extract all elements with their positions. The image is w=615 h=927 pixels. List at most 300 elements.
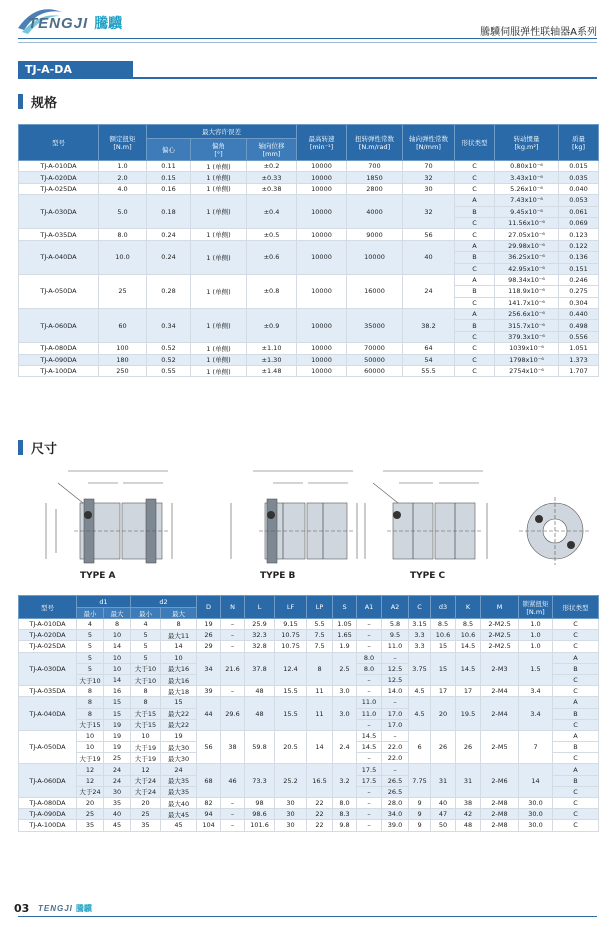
mass-cell: 0.136 (559, 252, 599, 263)
K-cell: 26 (456, 730, 481, 764)
axial-cell: ±0.2 (247, 161, 297, 172)
shape-cell: C (553, 809, 599, 820)
mass-cell: 0.015 (559, 161, 599, 172)
M-cell: 2-M3 (481, 652, 519, 686)
A2-cell: 5.8 (382, 619, 409, 630)
mass-cell: 1.373 (559, 354, 599, 365)
D-cell: 39 (197, 686, 221, 697)
K-cell: 19.5 (456, 697, 481, 731)
axial-cell: ±1.48 (247, 366, 297, 377)
shape-cell: A (455, 195, 495, 206)
shape-cell: C (553, 786, 599, 797)
S-cell: 1.05 (333, 619, 357, 630)
A2-cell: – (382, 697, 409, 708)
K-cell: 14.5 (456, 641, 481, 652)
angle-cell: 1 (单侧) (191, 274, 247, 308)
LP-cell: 14 (307, 730, 333, 764)
d2-max-cell: 24 (161, 764, 197, 775)
screw-icon (84, 511, 92, 519)
d3-cell: 10.6 (431, 630, 456, 641)
spec-section-title (18, 92, 57, 111)
A1-cell: 8.0 (357, 663, 382, 674)
eccentricity-cell: 0.11 (147, 161, 191, 172)
col-d2-min: 最小 (131, 608, 161, 619)
M-cell: 2-M8 (481, 809, 519, 820)
LF-cell: 12.4 (275, 652, 307, 686)
shape-cell: C (553, 820, 599, 831)
C-cell: 3.3 (409, 641, 431, 652)
model-cell: TJ-A-050DA (19, 274, 99, 308)
d1-min-cell: 35 (77, 820, 104, 831)
L-cell: 48 (245, 697, 275, 731)
col-D: D (197, 596, 221, 619)
d1-min-cell: 8 (77, 708, 104, 719)
axial-cell: ±1.10 (247, 343, 297, 354)
A2-cell: 34.0 (382, 809, 409, 820)
table-row (19, 809, 599, 820)
col-mass-unit: [kg] (572, 143, 585, 151)
d1-max-cell: 35 (104, 798, 131, 809)
K-cell: 31 (456, 764, 481, 798)
d3-cell: 40 (431, 798, 456, 809)
model-cell: TJ-A-020DA (19, 172, 99, 183)
lock-torque-cell: 30.0 (519, 809, 553, 820)
eccentricity-cell: 0.18 (147, 195, 191, 229)
col-N: N (221, 596, 245, 619)
brand-name-en: TENGJI (28, 14, 89, 32)
A1-cell: – (357, 674, 382, 685)
S-cell: 1.9 (333, 641, 357, 652)
col-angle-label: 偏角 (212, 142, 225, 150)
N-cell: – (221, 630, 245, 641)
speed-cell: 10000 (297, 240, 347, 274)
axial-stiffness-cell: 30 (403, 183, 455, 194)
col-d1-min: 最小 (77, 608, 104, 619)
C-cell: 4.5 (409, 686, 431, 697)
LF-cell: 30 (275, 809, 307, 820)
axial-cell: ±0.33 (247, 172, 297, 183)
d2-min-cell: 大于19 (131, 742, 161, 753)
D-cell: 44 (197, 697, 221, 731)
table-row (19, 229, 599, 240)
lock-torque-cell: 3.4 (519, 686, 553, 697)
S-cell: 9.8 (333, 820, 357, 831)
col-allowance: 最大容许误差 (147, 125, 297, 139)
speed-cell: 10000 (297, 354, 347, 365)
table-row (19, 172, 599, 183)
table-row (19, 697, 599, 708)
col-d2-max: 最大 (161, 608, 197, 619)
shape-cell: A (455, 240, 495, 251)
N-cell: – (221, 809, 245, 820)
col-inertia-label: 转动惯量 (513, 135, 540, 143)
LP-cell: 11 (307, 697, 333, 731)
d2-min-cell: 12 (131, 764, 161, 775)
LP-cell: 22 (307, 798, 333, 809)
table-row (19, 619, 599, 630)
stiffness-cell: 10000 (347, 240, 403, 274)
angle-cell: 1 (单侧) (191, 172, 247, 183)
D-cell: 26 (197, 630, 221, 641)
A2-cell: 22.0 (382, 753, 409, 764)
table-row (19, 798, 599, 809)
table-row (19, 274, 599, 285)
col-K: K (456, 596, 481, 619)
shape-cell: C (455, 217, 495, 228)
inertia-cell: 11.56x10⁻⁶ (495, 217, 559, 228)
col-model: 型号 (19, 125, 99, 161)
L-cell: 73.3 (245, 764, 275, 798)
shape-cell: A (553, 652, 599, 663)
inertia-cell: 2754x10⁻⁶ (495, 366, 559, 377)
d1-max-cell: 14 (104, 641, 131, 652)
eccentricity-cell: 0.24 (147, 229, 191, 240)
inertia-cell: 9.45x10⁻⁶ (495, 206, 559, 217)
col-inertia (495, 125, 559, 161)
shape-cell: C (455, 183, 495, 194)
shape-cell: C (455, 263, 495, 274)
d1-min-cell: 5 (77, 663, 104, 674)
col-angle-unit: [°] (214, 150, 223, 158)
D-cell: 56 (197, 730, 221, 764)
d1-min-cell: 大于19 (77, 753, 104, 764)
LF-cell: 15.5 (275, 686, 307, 697)
LF-cell: 9.15 (275, 619, 307, 630)
A1-cell: – (357, 809, 382, 820)
speed-cell: 10000 (297, 172, 347, 183)
eccentricity-cell: 0.15 (147, 172, 191, 183)
speed-cell: 10000 (297, 343, 347, 354)
col-S: S (333, 596, 357, 619)
d1-max-cell: 8 (104, 619, 131, 630)
stiffness-cell: 16000 (347, 274, 403, 308)
S-cell: 3.0 (333, 697, 357, 731)
type-c-label: TYPE C (410, 571, 446, 581)
A1-cell: 17.5 (357, 764, 382, 775)
d1-max-cell: 24 (104, 764, 131, 775)
col-LP: LP (307, 596, 333, 619)
mass-cell: 1.051 (559, 343, 599, 354)
d2-max-cell: 最大35 (161, 786, 197, 797)
d1-max-cell: 10 (104, 630, 131, 641)
lock-torque-cell: 3.4 (519, 697, 553, 731)
N-cell: 46 (221, 764, 245, 798)
col-stiffness (347, 125, 403, 161)
C-cell: 3.75 (409, 652, 431, 686)
d2-min-cell: 大于24 (131, 786, 161, 797)
A2-cell: 12.5 (382, 674, 409, 685)
d3-cell: 47 (431, 809, 456, 820)
d2-max-cell: 14 (161, 641, 197, 652)
stiffness-cell: 2800 (347, 183, 403, 194)
col-LF: LF (275, 596, 307, 619)
section-bar (18, 440, 23, 455)
col-A1: A1 (357, 596, 382, 619)
mass-cell: 0.498 (559, 320, 599, 331)
eccentricity-cell: 0.16 (147, 183, 191, 194)
model-cell: TJ-A-025DA (19, 641, 77, 652)
N-cell: – (221, 798, 245, 809)
A1-cell: – (357, 630, 382, 641)
footer-logo (38, 903, 92, 914)
K-cell: 8.5 (456, 619, 481, 630)
d2-min-cell: 5 (131, 652, 161, 663)
angle-cell: 1 (单侧) (191, 195, 247, 229)
col-A2: A2 (382, 596, 409, 619)
LP-cell: 11 (307, 686, 333, 697)
table-row (19, 366, 599, 377)
type-b-drawing (223, 463, 363, 575)
d3-cell: 20 (431, 697, 456, 731)
d2-max-cell: 最大18 (161, 686, 197, 697)
d1-min-cell: 8 (77, 686, 104, 697)
LP-cell: 5.5 (307, 619, 333, 630)
angle-cell: 1 (单侧) (191, 343, 247, 354)
header-divider-secondary (18, 42, 597, 43)
col-mass-label: 质量 (572, 135, 585, 143)
col-lock-torque-unit: [N.m] (526, 607, 545, 616)
inertia-cell: 141.7x10⁻⁶ (495, 297, 559, 308)
axial-stiffness-cell: 56 (403, 229, 455, 240)
mass-cell: 0.035 (559, 172, 599, 183)
d1-min-cell: 20 (77, 798, 104, 809)
A2-cell: 17.0 (382, 719, 409, 730)
torque-cell: 2.0 (99, 172, 147, 183)
axial-cell: ±0.38 (247, 183, 297, 194)
d2-max-cell: 45 (161, 820, 197, 831)
d2-min-cell: 10 (131, 730, 161, 741)
model-cell: TJ-A-080DA (19, 343, 99, 354)
LP-cell: 8 (307, 652, 333, 686)
stiffness-cell: 700 (347, 161, 403, 172)
inertia-cell: 98.34x10⁻⁶ (495, 274, 559, 285)
inertia-cell: 256.6x10⁻⁶ (495, 309, 559, 320)
model-cell: TJ-A-035DA (19, 686, 77, 697)
C-cell: 9 (409, 798, 431, 809)
A2-cell: – (382, 652, 409, 663)
col-model: 型号 (19, 596, 77, 619)
shape-cell: C (455, 343, 495, 354)
d2-min-cell: 8 (131, 697, 161, 708)
torque-cell: 1.0 (99, 161, 147, 172)
shape-cell: C (455, 366, 495, 377)
axial-stiffness-cell: 54 (403, 354, 455, 365)
col-lock-torque-label: 锁紧扭矩 (522, 599, 549, 608)
mass-cell: 0.151 (559, 263, 599, 274)
eccentricity-cell: 0.24 (147, 240, 191, 274)
col-stiffness-unit: [N.m/rad] (358, 143, 391, 151)
torque-cell: 8.0 (99, 229, 147, 240)
M-cell: 2-M2.5 (481, 630, 519, 641)
angle-cell: 1 (单侧) (191, 240, 247, 274)
angle-cell: 1 (单侧) (191, 229, 247, 240)
A1-cell: – (357, 619, 382, 630)
lock-torque-cell: 1.5 (519, 652, 553, 686)
d3-cell: 50 (431, 820, 456, 831)
A1-cell: 14.5 (357, 730, 382, 741)
table-row (19, 630, 599, 641)
d2-max-cell: 最大35 (161, 775, 197, 786)
M-cell: 2-M8 (481, 798, 519, 809)
lock-torque-cell: 14 (519, 764, 553, 798)
col-torque-unit: [N.m] (113, 143, 132, 151)
brand-logo (22, 10, 122, 36)
shape-cell: A (455, 274, 495, 285)
d1-max-cell: 45 (104, 820, 131, 831)
eccentricity-cell: 0.28 (147, 274, 191, 308)
axial-cell: ±0.6 (247, 240, 297, 274)
inertia-cell: 1798x10⁻⁶ (495, 354, 559, 365)
inertia-cell: 7.43x10⁻⁶ (495, 195, 559, 206)
shape-cell: B (455, 252, 495, 263)
footer-divider (18, 916, 597, 917)
A1-cell: – (357, 820, 382, 831)
d3-cell: 15 (431, 641, 456, 652)
C-cell: 9 (409, 809, 431, 820)
d1-max-cell: 10 (104, 652, 131, 663)
stiffness-cell: 1850 (347, 172, 403, 183)
eccentricity-cell: 0.52 (147, 354, 191, 365)
type-b-label: TYPE B (260, 571, 296, 581)
mass-cell: 0.275 (559, 286, 599, 297)
d1-max-cell: 24 (104, 775, 131, 786)
d1-max-cell: 19 (104, 742, 131, 753)
speed-cell: 10000 (297, 366, 347, 377)
d2-min-cell: 25 (131, 809, 161, 820)
col-angle (191, 139, 247, 161)
d1-min-cell: 25 (77, 809, 104, 820)
A2-cell: 39.0 (382, 820, 409, 831)
stiffness-cell: 35000 (347, 309, 403, 343)
type-a-label: TYPE A (80, 571, 116, 581)
d2-max-cell: 最大11 (161, 630, 197, 641)
model-cell: TJ-A-060DA (19, 764, 77, 798)
d2-min-cell: 20 (131, 798, 161, 809)
col-torque-label: 额定扭矩 (109, 135, 136, 143)
d2-max-cell: 最大16 (161, 663, 197, 674)
C-cell: 6 (409, 730, 431, 764)
D-cell: 29 (197, 641, 221, 652)
col-lock-torque (519, 596, 553, 619)
A2-cell: 28.0 (382, 798, 409, 809)
shape-cell: C (553, 674, 599, 685)
A1-cell: 17.5 (357, 775, 382, 786)
torque-cell: 100 (99, 343, 147, 354)
K-cell: 48 (456, 820, 481, 831)
shape-cell: B (553, 663, 599, 674)
mass-cell: 0.069 (559, 217, 599, 228)
lock-torque-cell: 7 (519, 730, 553, 764)
shape-cell: C (455, 229, 495, 240)
speed-cell: 10000 (297, 161, 347, 172)
d2-min-cell: 大于19 (131, 753, 161, 764)
C-cell: 3.15 (409, 619, 431, 630)
d2-max-cell: 最大16 (161, 674, 197, 685)
model-cell: TJ-A-040DA (19, 240, 99, 274)
d1-max-cell: 25 (104, 753, 131, 764)
L-cell: 59.8 (245, 730, 275, 764)
dimension-table (18, 595, 599, 832)
spec-title-text: 规格 (31, 96, 58, 111)
table-row (19, 161, 599, 172)
d2-min-cell: 5 (131, 641, 161, 652)
S-cell: 2.5 (333, 652, 357, 686)
LF-cell: 20.5 (275, 730, 307, 764)
model-cell: TJ-A-040DA (19, 697, 77, 731)
D-cell: 82 (197, 798, 221, 809)
col-speed-label: 最高转速 (308, 135, 335, 143)
M-cell: 2-M4 (481, 697, 519, 731)
S-cell: 3.2 (333, 764, 357, 798)
col-mass (559, 125, 599, 161)
d1-min-cell: 大于15 (77, 719, 104, 730)
S-cell: 8.3 (333, 809, 357, 820)
LF-cell: 25.2 (275, 764, 307, 798)
model-cell: TJ-A-030DA (19, 652, 77, 686)
col-axial-stiffness-unit: [N/mm] (416, 143, 441, 151)
d2-min-cell: 大于10 (131, 674, 161, 685)
mass-cell: 1.707 (559, 366, 599, 377)
dimension-drawings (18, 463, 598, 583)
N-cell: – (221, 686, 245, 697)
d2-min-cell: 8 (131, 686, 161, 697)
eccentricity-cell: 0.52 (147, 343, 191, 354)
A2-cell: 26.5 (382, 775, 409, 786)
d1-max-cell: 19 (104, 719, 131, 730)
LP-cell: 22 (307, 809, 333, 820)
L-cell: 48 (245, 686, 275, 697)
N-cell: – (221, 641, 245, 652)
inertia-cell: 29.98x10⁻⁶ (495, 240, 559, 251)
table-row (19, 686, 599, 697)
shape-cell: A (553, 730, 599, 741)
torque-cell: 250 (99, 366, 147, 377)
d3-cell: 8.5 (431, 619, 456, 630)
d1-max-cell: 30 (104, 786, 131, 797)
d2-min-cell: 大于24 (131, 775, 161, 786)
A2-cell: – (382, 764, 409, 775)
angle-cell: 1 (单侧) (191, 161, 247, 172)
d2-max-cell: 最大30 (161, 753, 197, 764)
d2-max-cell: 15 (161, 697, 197, 708)
M-cell: 2-M2.5 (481, 619, 519, 630)
A1-cell: 8.0 (357, 652, 382, 663)
S-cell: 2.4 (333, 730, 357, 764)
col-d1: d1 (77, 596, 131, 608)
shape-cell: C (553, 719, 599, 730)
A1-cell: – (357, 786, 382, 797)
inertia-cell: 5.26x10⁻⁶ (495, 183, 559, 194)
inertia-cell: 0.80x10⁻⁶ (495, 161, 559, 172)
mass-cell: 0.440 (559, 309, 599, 320)
shape-cell: A (553, 697, 599, 708)
axial-stiffness-cell: 32 (403, 172, 455, 183)
N-cell: – (221, 820, 245, 831)
L-cell: 32.3 (245, 630, 275, 641)
lock-torque-cell: 30.0 (519, 798, 553, 809)
A1-cell: – (357, 753, 382, 764)
A1-cell: 11.0 (357, 697, 382, 708)
lock-torque-cell: 30.0 (519, 820, 553, 831)
shape-cell: C (553, 798, 599, 809)
d1-min-cell: 4 (77, 619, 104, 630)
table-row (19, 730, 599, 741)
col-stiffness-label: 扭转弹性常数 (355, 135, 394, 143)
shape-cell: A (455, 309, 495, 320)
angle-cell: 1 (单侧) (191, 354, 247, 365)
axial-stiffness-cell: 24 (403, 274, 455, 308)
table-row (19, 820, 599, 831)
